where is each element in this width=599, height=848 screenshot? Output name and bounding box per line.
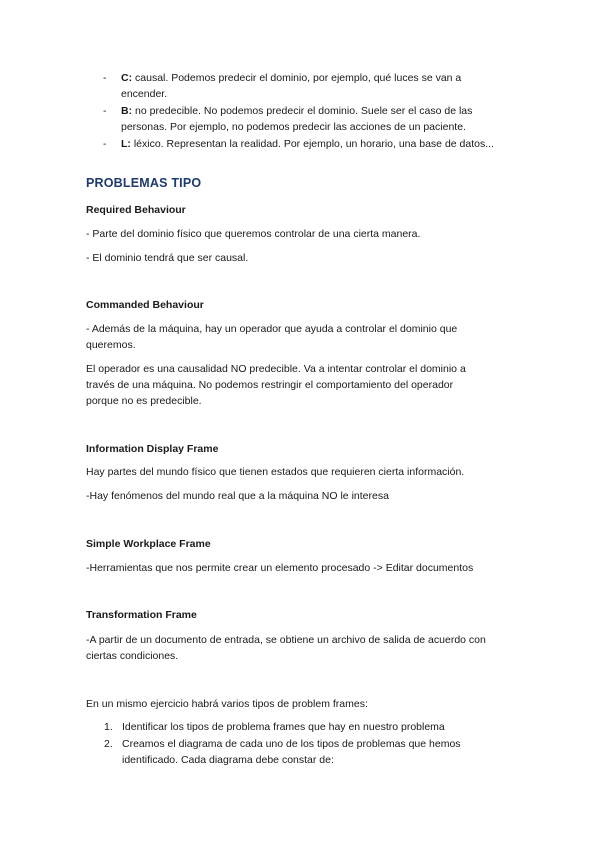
list-key: C: (121, 72, 133, 84)
list-number: 2. (104, 738, 113, 750)
list-key: B: (121, 105, 133, 117)
paragraph: El operador es una causalidad NO predecible. Va a intentar controlar el dominio a (86, 363, 466, 375)
bullet-dash: - (103, 138, 107, 150)
list-text: léxico. Representan la realidad. Por ejemplo, un horario, una base de datos... (130, 138, 494, 150)
section-title: PROBLEMAS TIPO (86, 176, 202, 190)
list-number: 1. (104, 721, 113, 733)
subheading-workplace: Simple Workplace Frame (86, 538, 211, 550)
list-item-c-cont: encender. (121, 88, 168, 100)
list-text: causal. Podemos predecir el dominio, por ejemplo, qué luces se van a (132, 72, 462, 84)
list-item: Identificar los tipos de problema frames que hay en nuestro problema (122, 721, 445, 733)
paragraph: - Parte del dominio físico que queremos controlar de una cierta manera. (86, 228, 421, 240)
bullet-dash: - (103, 105, 107, 117)
paragraph: -A partir de un documento de entrada, se obtiene un archivo de salida de acuerdo con (86, 634, 486, 646)
paragraph: porque no es predecible. (86, 395, 202, 407)
subheading-required: Required Behaviour (86, 204, 186, 216)
bullet-dash: - (103, 72, 107, 84)
list-key: L: (121, 138, 131, 150)
paragraph: través de una máquina. No podemos restringir el comportamiento del operador (86, 379, 454, 391)
list-item-cont: identificado. Cada diagrama debe constar de: (122, 754, 334, 766)
list-item: Creamos el diagrama de cada uno de los tipos de problemas que hemos (122, 738, 461, 750)
paragraph: ciertas condiciones. (86, 650, 179, 662)
paragraph: queremos. (86, 339, 136, 351)
paragraph: -Hay fenómenos del mundo real que a la máquina NO le interesa (86, 490, 389, 502)
paragraph: Hay partes del mundo físico que tienen estados que requieren cierta información. (86, 466, 465, 478)
list-item-l (121, 136, 494, 152)
list-text: no predecible. No podemos predecir el dominio. Suele ser el caso de las (132, 105, 473, 117)
subheading-transformation: Transformation Frame (86, 609, 197, 621)
list-item-b (121, 103, 472, 119)
paragraph: - El dominio tendrá que ser causal. (86, 252, 249, 264)
paragraph: En un mismo ejercicio habrá varios tipos de problem frames: (86, 698, 368, 710)
list-item-c (121, 70, 461, 86)
list-item-b-cont: personas. Por ejemplo, no podemos predecir las acciones de un paciente. (121, 121, 466, 133)
subheading-commanded: Commanded Behaviour (86, 299, 204, 311)
subheading-information: Information Display Frame (86, 443, 219, 455)
paragraph: - Además de la máquina, hay un operador que ayuda a controlar el dominio que (86, 323, 458, 335)
paragraph: -Herramientas que nos permite crear un elemento procesado -> Editar documentos (86, 562, 474, 574)
